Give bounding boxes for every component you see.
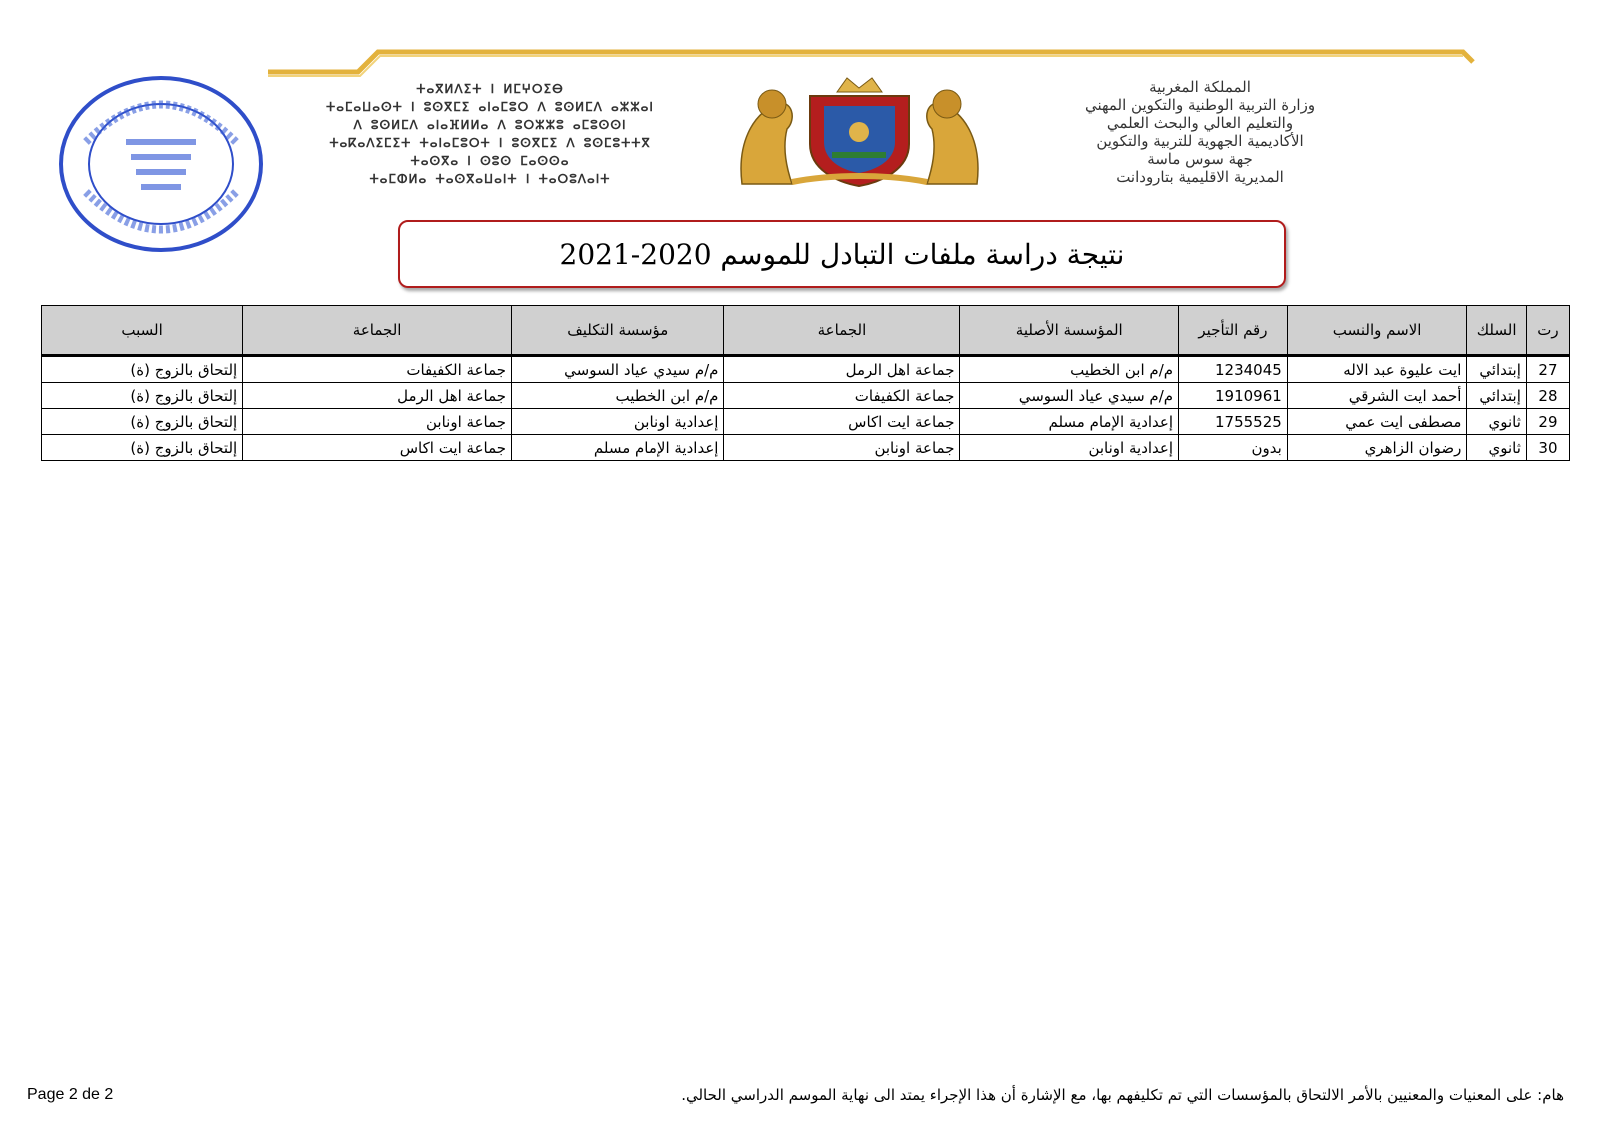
coat-of-arms-emblem: [732, 74, 987, 190]
column-header-assigned-school: مؤسسة التكليف: [512, 306, 724, 356]
column-header-origin-commune: الجماعة: [724, 306, 960, 356]
cell-assigned-school: م/م ابن الخطيب: [512, 383, 724, 409]
cell-origin-commune: جماعة اهل الرمل: [724, 356, 960, 383]
page-number: Page 2 de 2: [27, 1086, 114, 1103]
cell-name: ايت عليوة عبد الاله: [1287, 356, 1467, 383]
cell-origin-commune: جماعة ايت اكاس: [724, 409, 960, 435]
cell-origin-school: م/م سيدي عياد السوسي: [960, 383, 1179, 409]
header-line: والتعليم العالي والبحث العلمي: [1106, 114, 1294, 132]
cell-reason: إلتحاق بالزوج (ة): [42, 435, 243, 461]
cell-cycle: ثانوي: [1467, 409, 1527, 435]
header-line: الأكاديمية الجهوية للتربية والتكوين: [1096, 132, 1304, 150]
cell-name: أحمد ايت الشرقي: [1287, 383, 1467, 409]
cell-assigned-commune: جماعة ايت اكاس: [243, 435, 512, 461]
cell-cycle: إبتدائي: [1467, 356, 1527, 383]
table-row: [42, 356, 1570, 383]
cell-assigned-school: إعدادية الإمام مسلم: [512, 435, 724, 461]
document-title: نتيجة دراسة ملفات التبادل للموسم 2020-2021: [559, 237, 1125, 271]
letterhead: [0, 0, 1600, 215]
column-header-assigned-commune: الجماعة: [243, 306, 512, 356]
cell-reason: إلتحاق بالزوج (ة): [42, 356, 243, 383]
cell-rank: 28: [1526, 383, 1569, 409]
cell-reason: إلتحاق بالزوج (ة): [42, 409, 243, 435]
cell-assigned-commune: جماعة اهل الرمل: [243, 383, 512, 409]
cell-cycle: إبتدائي: [1467, 383, 1527, 409]
cell-payroll-number: 1755525: [1179, 409, 1288, 435]
cell-rank: 29: [1526, 409, 1569, 435]
table-row: [42, 435, 1570, 461]
table-header-row: [42, 306, 1570, 356]
tifinagh-ministry-header: [265, 80, 715, 188]
cell-origin-school: م/م ابن الخطيب: [960, 356, 1179, 383]
cell-payroll-number: بدون: [1179, 435, 1288, 461]
official-stamp-seal: [56, 72, 266, 257]
column-header-reason: السبب: [42, 306, 243, 356]
cell-assigned-school: م/م سيدي عياد السوسي: [512, 356, 724, 383]
cell-assigned-school: إعدادية اونابن: [512, 409, 724, 435]
cell-origin-commune: جماعة الكفيفات: [724, 383, 960, 409]
tifinagh-line: ⴷ ⵓⵙⵍⵎⴷ ⴰⵏⴰⴼⵍⵍⴰ ⴷ ⵓⵔⵣⵣⵓ ⴰⵎⵓⵙⵙⵏ: [353, 118, 627, 132]
cell-assigned-commune: جماعة الكفيفات: [243, 356, 512, 383]
table-row: [42, 383, 1570, 409]
cell-name: رضوان الزاهري: [1287, 435, 1467, 461]
cell-payroll-number: 1234045: [1179, 356, 1288, 383]
header-line: وزارة التربية الوطنية والتكوين المهني: [1084, 96, 1316, 114]
table-row: [42, 409, 1570, 435]
column-header-origin-school: المؤسسة الأصلية: [960, 306, 1179, 356]
arabic-ministry-header: [985, 78, 1415, 186]
column-header-rank: رت: [1526, 306, 1569, 356]
cell-origin-school: إعدادية الإمام مسلم: [960, 409, 1179, 435]
header-line: جهة سوس ماسة: [1147, 150, 1253, 168]
document-title-box: [398, 220, 1286, 288]
cell-rank: 30: [1526, 435, 1569, 461]
tifinagh-line: ⵜⴰⵙⴳⴰ ⵏ ⵙⵓⵙ ⵎⴰⵙⵙⴰ: [410, 154, 570, 168]
tifinagh-line: ⵜⴰⵎⴰⵡⴰⵙⵜ ⵏ ⵓⵙⴳⵎⵉ ⴰⵏⴰⵎⵓⵔ ⴷ ⵓⵙⵍⵎⴷ ⴰⵣⵣⴰⵏ: [326, 100, 654, 114]
tifinagh-line: ⵜⴰⴽⴰⴷⵉⵎⵉⵜ ⵜⴰⵏⴰⵎⵓⵔⵜ ⵏ ⵓⵙⴳⵎⵉ ⴷ ⵓⵙⵎⵓⵜⵜⴳ: [329, 136, 651, 150]
cell-rank: 27: [1526, 356, 1569, 383]
column-header-payroll-number: رقم التأجير: [1179, 306, 1288, 356]
cell-payroll-number: 1910961: [1179, 383, 1288, 409]
cell-origin-school: إعدادية اونابن: [960, 435, 1179, 461]
header-line: المديرية الاقليمية بتارودانت: [1116, 168, 1284, 186]
cell-assigned-commune: جماعة اونابن: [243, 409, 512, 435]
column-header-name: الاسم والنسب: [1287, 306, 1467, 356]
column-header-cycle: السلك: [1467, 306, 1527, 356]
cell-cycle: ثانوي: [1467, 435, 1527, 461]
tifinagh-line: ⵜⴰⵎⵀⵍⴰ ⵜⴰⵙⴳⴰⵡⴰⵏⵜ ⵏ ⵜⴰⵔⵓⴷⴰⵏⵜ: [369, 172, 611, 186]
tifinagh-line: ⵜⴰⴳⵍⴷⵉⵜ ⵏ ⵍⵎⵖⵔⵉⴱ: [416, 82, 564, 96]
cell-origin-commune: جماعة اونابن: [724, 435, 960, 461]
cell-name: مصطفى ايت عمي: [1287, 409, 1467, 435]
important-footer-note: هام: على المعنيات والمعنيين بالأمر الالتحاق بالمؤسسات التي تم تكليفهم بها، مع الإشارة أن هذا الإجراء يمتد الى نهاية الموسم الدراسي الحالي.: [681, 1086, 1564, 1104]
cell-reason: إلتحاق بالزوج (ة): [42, 383, 243, 409]
header-line: المملكة المغربية: [1149, 78, 1251, 96]
exchange-results-table: [41, 305, 1570, 461]
